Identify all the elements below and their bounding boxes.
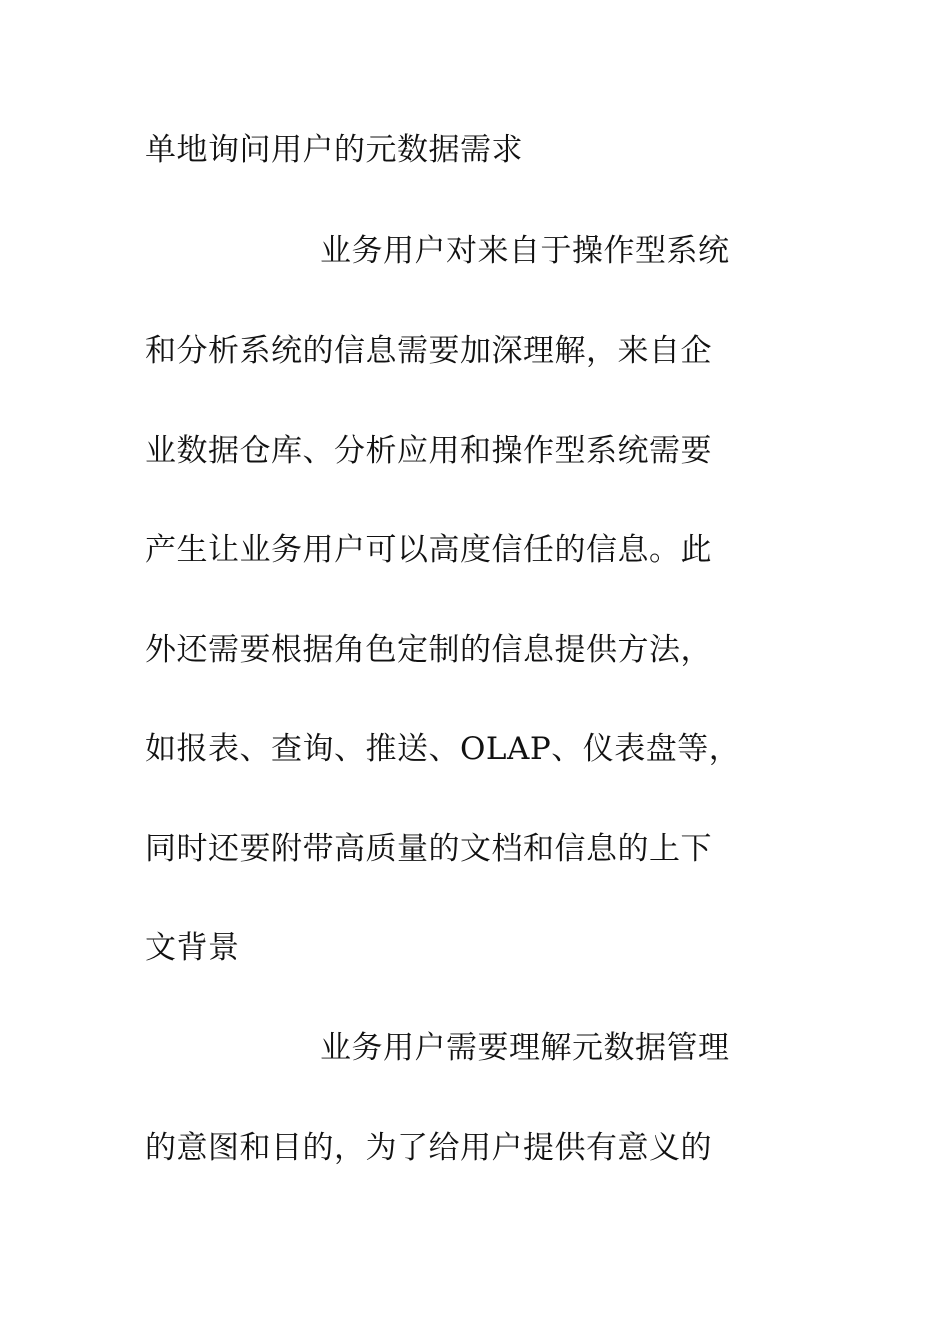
text-line-7: 如报表、查询、推送、OLAP、仪表盘等，: [145, 731, 741, 767]
paragraph-start-line-10: 业务用户需要理解元数据管理: [320, 1030, 730, 1066]
text-line-11: 的意图和目的，为了给用户提供有意义的: [145, 1130, 712, 1166]
text-line-8: 同时还要附带高质量的文档和信息的上下: [145, 831, 712, 867]
text-line-4: 业数据仓库、分析应用和操作型系统需要: [145, 433, 712, 469]
paragraph-start-line-2: 业务用户对来自于操作型系统: [320, 233, 730, 269]
text-line-5: 产生让业务用户可以高度信任的信息。此: [145, 532, 712, 568]
text-line-1: 单地询问用户的元数据需求: [145, 132, 523, 168]
text-line-6: 外还需要根据角色定制的信息提供方法，: [145, 632, 712, 668]
text-line-3: 和分析系统的信息需要加深理解，来自企: [145, 333, 712, 369]
text-line-9: 文背景: [145, 930, 240, 966]
